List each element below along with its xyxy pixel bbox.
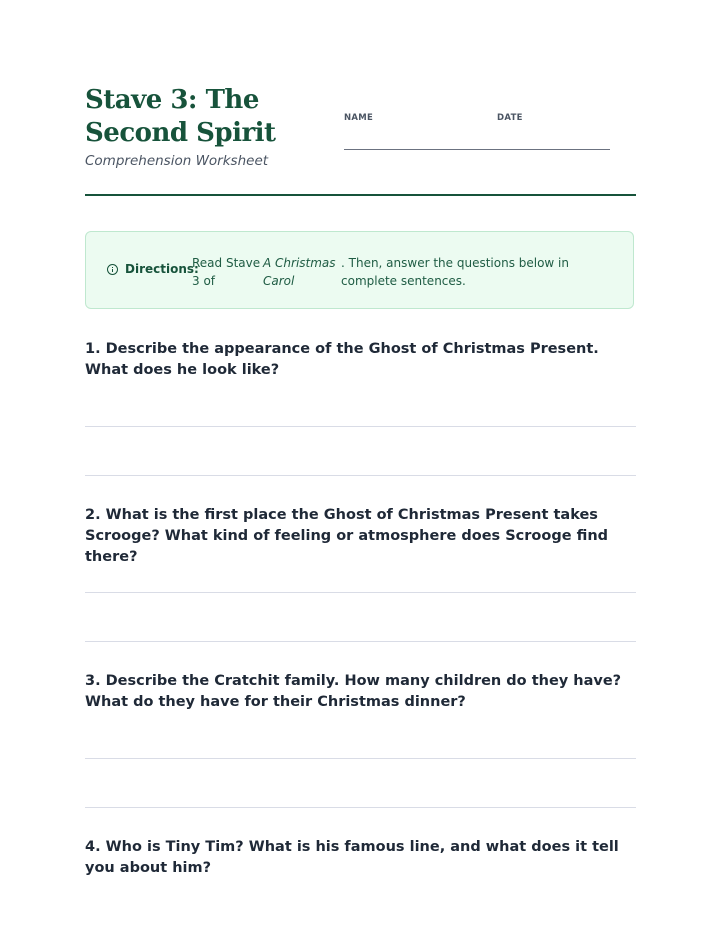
question-4 [85,837,636,879]
answer-line[interactable] [85,807,636,808]
question-1 [85,339,636,381]
directions-book-title: A Christmas Carol [263,256,336,288]
question-text: 3. Describe the Cratchit family. How many children do they have? What do they have for their Christmas dinner? [85,673,622,710]
directions-text-before: Read Stave 3 of [192,256,261,288]
answer-line[interactable] [85,475,636,476]
answer-line[interactable] [85,426,636,427]
name-label: NAME [344,113,374,123]
worksheet-header [85,84,636,196]
header-divider [85,194,636,196]
question-2 [85,505,636,568]
info-circle-icon [107,264,118,275]
answer-line[interactable] [85,592,636,593]
question-3 [85,671,636,713]
answer-line[interactable] [85,758,636,759]
page-title: Stave 3: The Second Spirit [85,85,276,148]
page-subtitle: Comprehension Worksheet [85,153,269,169]
directions-text-after: . Then, answer the questions below in complete sentences. [341,256,569,288]
question-text: 2. What is the first place the Ghost of Christmas Present takes Scrooge? What kind of feeling or atmosphere does Scrooge find there? [85,507,609,565]
answer-line[interactable] [85,641,636,642]
name-date-field[interactable] [344,113,610,150]
date-label: DATE [497,113,523,123]
directions-box [85,231,634,309]
directions-label: Directions: [125,262,199,276]
question-text: 1. Describe the appearance of the Ghost of Christmas Present. What does he look like? [85,341,599,378]
question-text: 4. Who is Tiny Tim? What is his famous line, and what does it tell you about him? [85,839,619,876]
